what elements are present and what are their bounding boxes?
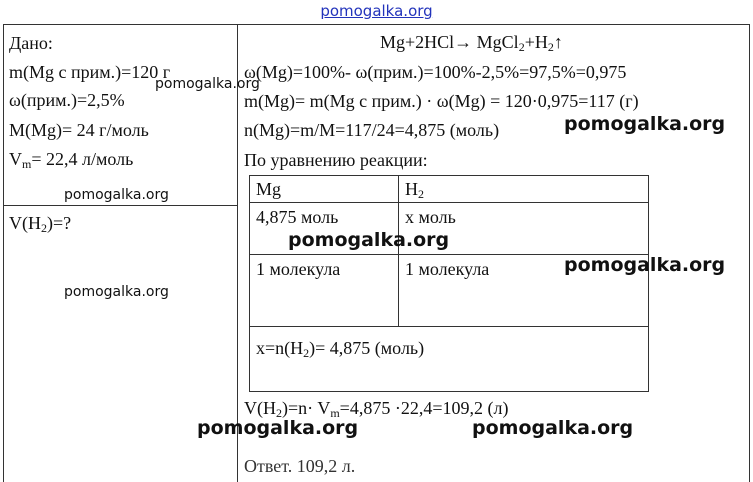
watermark-text: pomogalka.org bbox=[288, 229, 450, 251]
table-cell-molecule-h2: 1 молекула bbox=[405, 259, 490, 279]
solution-line-mass: m(Mg)= m(Mg с прим.) · ω(Mg) = 120·0,975=117 (г) bbox=[244, 91, 639, 111]
watermark-text: pomogalka.org bbox=[64, 187, 169, 203]
table-header-h2: $H_2$ bbox=[405, 179, 424, 201]
table-row-divider-1 bbox=[249, 202, 649, 203]
solution-line-omega: ω(Mg)=100%- ω(прим.)=100%-2,5%=97,5%=0,975 bbox=[244, 62, 627, 82]
table-cell-moles-h2: x моль bbox=[405, 207, 456, 227]
given-molar-volume: $V_m= 22,4$ л/моль bbox=[9, 149, 134, 171]
reaction-equation: $Mg+2HCl\to MgCl_2+H_2↑$ bbox=[380, 32, 563, 54]
frame-left bbox=[3, 24, 4, 482]
by-reaction-label: По уравнению реакции: bbox=[244, 150, 428, 170]
frame-divider-vertical bbox=[237, 24, 238, 482]
site-header-link[interactable]: pomogalka.org bbox=[320, 2, 433, 20]
given-molar-mass: M(Mg)= 24 г/моль bbox=[9, 120, 149, 140]
watermark-text: pomogalka.org bbox=[64, 284, 169, 300]
volume-calculation: $V(H_2)=n\cdot V_m=4,875 \cdot 22,4=109,2$ (л) bbox=[244, 398, 509, 420]
table-header-mg: Mg bbox=[256, 179, 282, 199]
watermark-text: pomogalka.org bbox=[472, 417, 634, 439]
given-title: Дано: bbox=[9, 33, 53, 53]
table-row-divider-3 bbox=[249, 326, 649, 327]
solution-line-moles: n(Mg)=m/M=117/24=4,875 (моль) bbox=[244, 120, 500, 140]
frame-right bbox=[749, 24, 750, 482]
table-cell-molecule-mg: 1 молекула bbox=[256, 259, 341, 279]
answer-text: Ответ. 109,2 л. bbox=[244, 456, 356, 476]
table-cell-moles-mg: 4,875 моль bbox=[256, 207, 339, 227]
table-result: $x=n(H_2)= 4,875$ (моль) bbox=[256, 338, 425, 360]
watermark-text: pomogalka.org bbox=[564, 113, 726, 135]
find-volume: $V(H_2)=$? bbox=[9, 213, 72, 235]
watermark-text: pomogalka.org bbox=[564, 254, 726, 276]
given-mass: m(Mg с прим.)=120 г bbox=[9, 62, 171, 82]
given-find-divider bbox=[3, 205, 238, 206]
watermark-text: pomogalka.org bbox=[155, 76, 260, 92]
given-impurity: ω(прим.)=2,5% bbox=[9, 90, 125, 110]
table-col-divider bbox=[398, 175, 399, 327]
watermark-text: pomogalka.org bbox=[197, 417, 359, 439]
frame-top bbox=[3, 24, 750, 25]
